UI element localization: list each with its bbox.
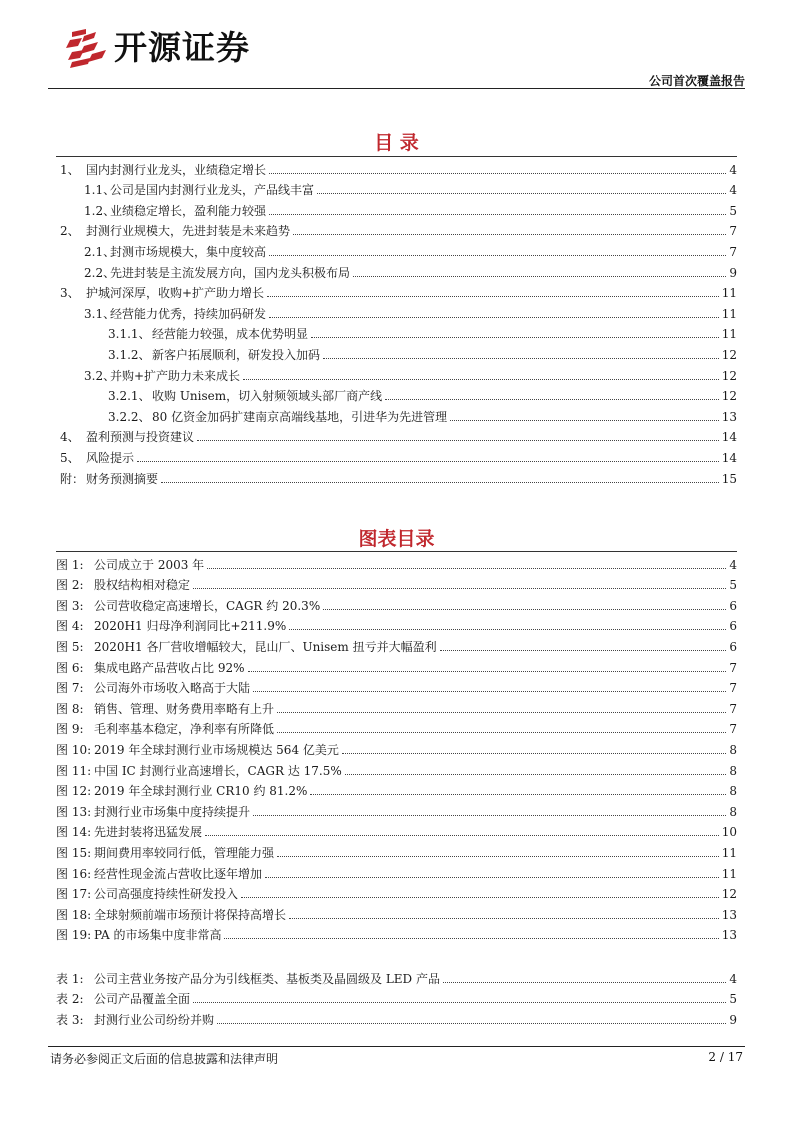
figure-entry-leader [224,938,718,939]
figure-entry-label [56,598,320,614]
figure-entry-leader [289,918,719,919]
figure-entry-page: 7 [729,681,737,696]
figure-entry-label [56,763,342,779]
figure-entry-label [56,742,339,758]
figure-entry-number: 图 16: [56,866,92,881]
toc-entry-page: 7 [729,244,737,259]
toc-entry-page: 11 [721,327,737,342]
figure-entry-number: 图 4: [56,619,84,634]
table-entry-leader [217,1023,726,1024]
figure-entry-label [56,783,307,799]
figure-entry-page: 8 [729,763,737,778]
toc-entry-text: 盈利预测与投资建议 [86,430,195,445]
figure-entry-page: 8 [729,742,737,757]
toc-entry-text: 先进封装是主流发展方向，国内龙头积极布局 [110,265,351,280]
figure-entry[interactable] [56,696,737,717]
figure-entry-page: 7 [729,660,737,675]
toc-entry-label [56,450,134,466]
figure-entry[interactable] [56,655,737,676]
toc-entry-leader [269,317,719,318]
toc-entry-leader [323,358,719,359]
table-entry-label [56,1012,214,1028]
toc-entry-number: 3.2.1、 [108,389,151,404]
figure-entry-number: 图 11: [56,763,92,778]
table-entry-page: 4 [729,971,737,986]
figure-entry-page: 11 [721,845,737,860]
figure-entry-page: 7 [729,701,737,716]
toc-entry-label [56,306,266,322]
toc-entry-leader [267,296,719,297]
toc-entry-text: 收购 Unisem，切入射频领域头部厂商产线 [152,389,383,404]
page-number: 2 / 17 [708,1050,743,1064]
figure-entry-label [56,845,274,861]
figures-list [56,552,737,943]
figure-entry-number: 图 9: [56,722,84,737]
figure-entry-text: 公司营收稳定高速增长，CAGR 约 20.3% [94,598,321,613]
figure-entry[interactable] [56,758,737,779]
tables-list [56,966,737,1028]
figure-entry-label [56,660,245,676]
figure-entry-text: 2020H1 归母净利润同比+211.9% [94,619,287,634]
figure-entry-label [56,680,250,696]
toc-entry-leader [197,440,719,441]
toc-entry-page: 11 [721,306,737,321]
toc-entry-number: 3.1.2、 [108,347,151,362]
toc-entry[interactable] [56,281,737,302]
figure-entry-leader [193,588,726,589]
toc-entry-text: 财务预测摘要 [86,471,159,486]
figure-entry-leader [277,856,719,857]
figure-entry-page: 6 [729,619,737,634]
company-logo [66,24,250,72]
figure-entry-number: 图 2: [56,578,84,593]
toc-entry-label [56,347,320,363]
figure-entry[interactable] [56,882,737,903]
toc-entry[interactable] [56,445,737,466]
toc-entry-text: 风险提示 [86,450,135,465]
toc-entry-label [56,326,308,342]
figure-entry-text: 封测行业市场集中度持续提升 [94,804,251,819]
toc-entry-page: 12 [721,389,737,404]
footer-divider [48,1046,745,1047]
figure-entry-leader [253,691,726,692]
figure-entry-page: 13 [721,907,737,922]
figure-entry[interactable] [56,593,737,614]
toc-entry-text: 业绩稳定增长，盈利能力较强 [110,203,267,218]
figure-entry-leader [277,712,726,713]
table-entry-text: 封测行业公司纷纷并购 [94,1012,215,1027]
toc-entry[interactable] [56,425,737,446]
figure-entry-leader [289,629,726,630]
toc-entry-page: 11 [721,286,737,301]
toc-entry-page: 12 [721,347,737,362]
toc-entry-leader [311,337,719,338]
toc-entry-leader [269,173,726,174]
toc-entry-page: 4 [729,162,737,177]
toc-entry-leader [137,461,719,462]
figure-entry-text: 公司海外市场收入略高于大陆 [94,681,251,696]
toc-entry-number: 3.1.1、 [108,327,151,342]
toc-entry-text: 护城河深厚，收购+扩产助力增长 [86,286,265,301]
figure-entry-page: 4 [729,557,737,572]
figure-entry-leader [253,815,726,816]
toc-entry-leader [450,420,719,421]
toc-entry-leader [353,276,726,277]
figure-entry-label [56,701,274,717]
figure-entry-leader [241,897,719,898]
figure-entry[interactable] [56,737,737,758]
figure-entry-label [56,886,238,902]
toc-entry-number: 3.2、 [84,368,116,383]
figure-entry[interactable] [56,552,737,573]
toc-entry-leader [293,234,726,235]
toc-entry[interactable] [56,239,737,260]
toc-entry-label [56,244,266,260]
figure-entry-number: 图 13: [56,804,92,819]
figure-entry-label [56,927,221,943]
figure-entry-text: 先进封装将迅猛发展 [94,825,203,840]
toc-entry-number: 5、 [60,450,80,465]
table-entry-text: 公司主营业务按产品分为引线框类、基板类及晶圆级及 LED 产品 [94,971,440,986]
toc-entry-leader [269,214,726,215]
toc-entry-page: 15 [721,471,737,486]
figure-entry-text: 股权结构相对稳定 [94,578,191,593]
figure-entry-page: 6 [729,639,737,654]
toc-entry-text: 公司是国内封测行业龙头，产品线丰富 [110,183,315,198]
toc-entry-label [56,203,266,219]
toc-entry-page: 4 [729,183,737,198]
figure-entry-page: 7 [729,722,737,737]
figure-entry-page: 12 [721,887,737,902]
toc-entry-number: 1.1、 [84,183,116,198]
figure-entry-text: 销售、管理、财务费用率略有上升 [94,701,275,716]
figure-entry-text: 中国 IC 封测行业高速增长，CAGR 达 17.5% [94,763,342,778]
figure-entry-number: 图 19: [56,928,92,943]
table-entry[interactable] [56,987,737,1008]
figure-entry-text: 全球射频前端市场预计将保持高增长 [94,907,287,922]
page-header [0,0,793,90]
figure-entry-label [56,721,274,737]
figure-entry-text: 毛利率基本稳定，净利率有所降低 [94,722,275,737]
figure-entry-page: 10 [721,825,737,840]
toc-entry-page: 14 [721,430,737,445]
table-entry[interactable] [56,1007,737,1028]
figure-entry-leader [345,774,727,775]
toc-entry-leader [243,379,719,380]
figure-entry[interactable] [56,614,737,635]
figure-entry-label [56,804,250,820]
toc-entry[interactable] [56,198,737,219]
toc-entry-number: 3.2.2、 [108,409,151,424]
toc-entry-text: 新客户拓展顺利，研发投入加码 [152,347,321,362]
figure-entry[interactable] [56,861,737,882]
figure-entry-page: 8 [729,804,737,819]
toc-entry-text: 经营能力较强，成本优势明显 [152,327,309,342]
figure-entry-text: 经营性现金流占营收比逐年增加 [94,866,263,881]
figure-entry[interactable] [56,840,737,861]
toc-entry-number: 2、 [60,224,80,239]
figure-entry-page: 6 [729,598,737,613]
toc-entry-number: 1、 [60,162,80,177]
figure-entry-number: 图 15: [56,845,92,860]
figure-entry-number: 图 1: [56,557,84,572]
toc-entry[interactable] [56,466,737,487]
report-type-label: 公司首次覆盖报告 [648,74,745,88]
toc-entry-text: 封测市场规模大，集中度较高 [110,244,267,259]
figure-entry[interactable] [56,634,737,655]
figure-entry-number: 图 14: [56,825,92,840]
toc-entry-text: 封测行业规模大，先进封装是未来趋势 [86,224,291,239]
figure-entry-text: 期间费用率较同行低，管理能力强 [94,845,275,860]
figure-entry-leader [310,794,726,795]
figure-entry-number: 图 3: [56,598,84,613]
figure-entry-leader [323,609,726,610]
figure-entry[interactable] [56,799,737,820]
toc-entry-page: 14 [721,450,737,465]
toc-entry[interactable] [56,260,737,281]
header-divider [48,88,745,89]
figure-entry-number: 图 8: [56,701,84,716]
table-entry-leader [443,982,726,983]
table-entry-label [56,991,190,1007]
toc-entry-text: 80 亿资金加码扩建南京高端线基地，引进华为先进管理 [152,409,448,424]
figure-entry-number: 图 12: [56,784,92,799]
figure-entry-text: 公司高强度持续性研发投入 [94,887,239,902]
figure-entry-number: 图 7: [56,681,84,696]
toc-entry[interactable] [56,301,737,322]
figure-entry-label [56,639,437,655]
toc-entry-text: 并购+扩产助力未来成长 [110,368,241,383]
figure-entry-text: 公司成立于 2003 年 [94,557,205,572]
figure-entry-label [56,557,204,573]
toc-entry-label [56,429,194,445]
toc-entry-leader [317,193,726,194]
figure-entry-text: 集成电路产品营收占比 92% [94,660,245,675]
toc-entry-number: 3、 [60,286,80,301]
figure-entry[interactable] [56,676,737,697]
toc-list [56,157,737,487]
toc-entry[interactable] [56,157,737,178]
figure-entry-label [56,824,202,840]
figure-entry-leader [207,568,726,569]
toc-entry-page: 9 [729,265,737,280]
toc-entry-text: 国内封测行业龙头，业绩稳定增长 [86,162,267,177]
figure-entry-leader [277,732,726,733]
toc-entry-number: 4、 [60,430,80,445]
figure-entry-text: 2019 年全球封测行业市场规模达 564 亿美元 [94,742,339,757]
toc-entry-number: 附： [60,471,85,486]
figure-entry-number: 图 18: [56,907,92,922]
table-entry-label [56,971,440,987]
figure-entry-text: PA 的市场集中度非常高 [94,928,222,943]
figure-entry-leader [440,650,727,651]
toc-entry-label [56,182,314,198]
toc-entry-page: 5 [729,203,737,218]
toc-entry-label [56,368,240,384]
toc-entry[interactable] [56,342,737,363]
figure-entry-page: 5 [729,578,737,593]
toc-entry[interactable] [56,178,737,199]
table-entry-number: 表 2: [56,992,84,1007]
toc-entry-number: 1.2、 [84,203,116,218]
toc-entry-label [56,285,264,301]
figure-entry-page: 13 [721,928,737,943]
toc-entry[interactable] [56,363,737,384]
toc-entry-text: 经营能力优秀，持续加码研发 [110,306,267,321]
toc-entry-label [56,388,382,404]
table-entry-text: 公司产品覆盖全面 [94,992,191,1007]
figure-entry-leader [205,835,719,836]
figure-entry-label [56,577,190,593]
toc-entry-label [56,471,158,487]
toc-entry-number: 2.1、 [84,244,116,259]
toc-entry-label [56,265,350,281]
figure-entry-number: 图 5: [56,639,84,654]
toc-entry[interactable] [56,404,737,425]
table-entry-number: 表 1: [56,971,84,986]
toc-entry-label [56,223,290,239]
figures-title: 图表目录 [358,528,435,550]
toc-entry-label [56,409,447,425]
figure-entry-leader [248,671,727,672]
figure-entry-number: 图 10: [56,742,92,757]
figure-entry-leader [342,753,726,754]
figure-entry-label [56,907,286,923]
table-entry-number: 表 3: [56,1012,84,1027]
toc-entry-leader [269,255,726,256]
toc-entry-leader [161,482,719,483]
figure-entry-text: 2019 年全球封测行业 CR10 约 81.2% [94,784,308,799]
table-entry-page: 5 [729,992,737,1007]
toc-entry-page: 12 [721,368,737,383]
toc-entry[interactable] [56,219,737,240]
figure-entry[interactable] [56,573,737,594]
figure-entry-number: 图 17: [56,887,92,902]
toc-entry-page: 7 [729,224,737,239]
figure-entry-page: 11 [721,866,737,881]
figure-entry-number: 图 6: [56,660,84,675]
figure-entry-label [56,866,262,882]
toc-title: 目 录 [374,132,419,154]
figure-entry[interactable] [56,902,737,923]
figure-entry[interactable] [56,717,737,738]
toc-entry-number: 3.1、 [84,306,116,321]
toc-entry[interactable] [56,384,737,405]
footer-disclaimer: 请务必参阅正文后面的信息披露和法律声明 [50,1052,279,1066]
logo-text: 开源证券 [114,28,250,67]
table-entry-page: 9 [729,1012,737,1027]
figure-entry-page: 8 [729,784,737,799]
figure-entry[interactable] [56,779,737,800]
figure-entry[interactable] [56,820,737,841]
toc-entry-page: 13 [721,409,737,424]
figure-entry-leader [265,877,719,878]
toc-entry-leader [385,399,719,400]
figure-entry[interactable] [56,923,737,944]
figure-entry-text: 2020H1 各厂营收增幅较大，昆山厂、Unisem 扭亏并大幅盈利 [94,639,437,654]
table-entry[interactable] [56,966,737,987]
figure-entry-label [56,618,286,634]
toc-entry-label [56,162,266,178]
logo-mark-icon [66,26,110,70]
table-entry-leader [193,1002,726,1003]
toc-entry[interactable] [56,322,737,343]
toc-entry-number: 2.2、 [84,265,116,280]
